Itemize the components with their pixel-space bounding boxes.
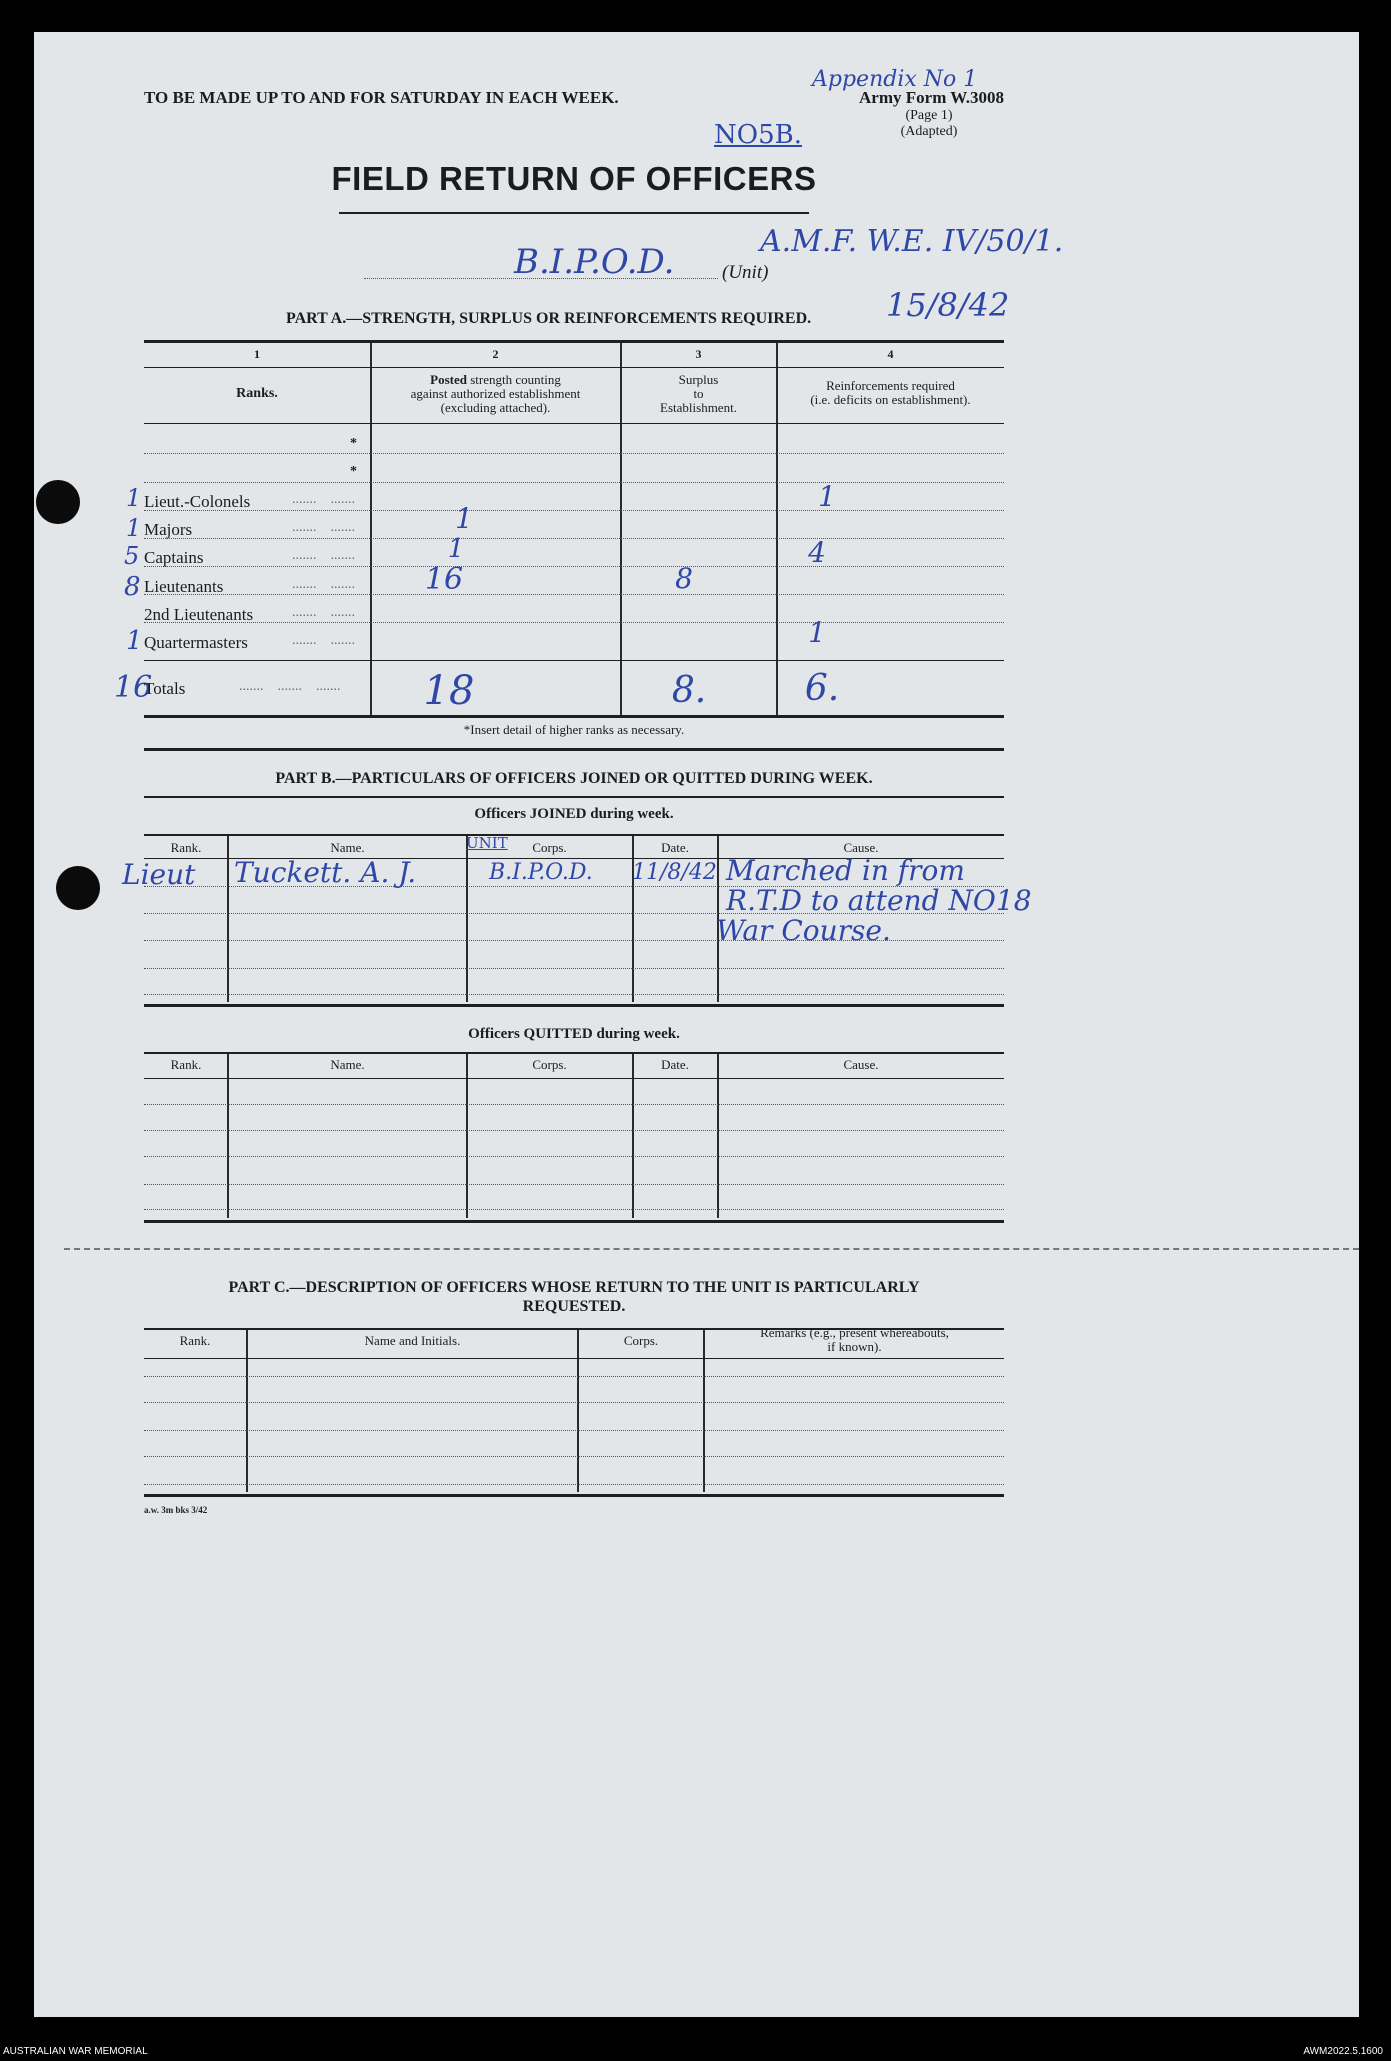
reinforcements-header: Reinforcements required (i.e. deficits on establishment).: [810, 378, 971, 407]
totals-margin-count: 16: [114, 670, 153, 705]
totals-reinforcements: 6.: [804, 668, 840, 709]
return-date-handwriting: 15/8/42: [886, 286, 1010, 324]
totals-label: Totals: [144, 679, 186, 698]
totals-top-rule: [144, 660, 1004, 661]
amf-reference-handwriting: A.M.F. W.E. IV/50/1.: [760, 224, 1064, 259]
joined-rank-handwriting: Lieut: [122, 858, 196, 891]
totals-leader: ....... ....... .......: [239, 679, 341, 694]
part-c-col-rank: Rank.: [179, 1333, 211, 1348]
joined-cause-line-1: Marched in from: [726, 854, 965, 887]
joined-row-line-4: [144, 968, 1004, 969]
joined-date-handwriting: 11/8/42: [632, 860, 717, 885]
totals-surplus: 8.: [671, 670, 707, 711]
punch-hole-top: [36, 480, 80, 524]
majors-posted: 1: [455, 502, 473, 535]
part-b-title-rule: [144, 796, 1004, 798]
quitted-title: Officers QUITTED during week.: [468, 1026, 680, 1042]
joined-title: Officers JOINED during week.: [474, 806, 674, 822]
form-sheet: [34, 32, 1359, 2017]
part-a-bottom-rule: [144, 715, 1004, 718]
captains-label: Captains: [144, 548, 204, 567]
lt-col-margin-count: 1: [126, 484, 142, 512]
joined-col-date: Date.: [661, 840, 689, 855]
part-c-row-line-2: [144, 1402, 1004, 1403]
part-c-title: PART C.—DESCRIPTION OF OFFICERS WHOSE RETURN TO THE UNIT IS PARTICULARLY REQUESTED.: [228, 1279, 920, 1315]
captains-leader: ....... .......: [292, 548, 355, 563]
captains-reinforcements: 4: [808, 536, 826, 569]
part-c-header-rule: [144, 1358, 1004, 1359]
quitted-col-name: Name.: [330, 1057, 365, 1072]
star-marker-2: *: [350, 464, 357, 479]
joined-bottom-rule: [144, 1004, 1004, 1007]
part-c-col-name: Name and Initials.: [364, 1333, 461, 1348]
part-c-row-line-3: [144, 1430, 1004, 1431]
joined-corps-note: UNIT: [466, 834, 508, 852]
row-line-majors: [144, 538, 1004, 539]
joined-cause-line-3: War Course.: [716, 914, 891, 947]
part-c-divider-3: [703, 1330, 705, 1492]
part-c-col-remarks: Remarks (e.g., present whereabouts, if known).: [760, 1325, 949, 1354]
col-number-1: 1: [254, 347, 260, 361]
lt-col-reinforcements: 1: [818, 480, 836, 513]
part-c-row-line-4: [144, 1456, 1004, 1457]
part-a-top-rule: [144, 340, 1004, 343]
blank-row-line-1: [144, 453, 1004, 454]
col-number-3: 3: [695, 347, 702, 361]
quitted-col-cause: Cause.: [843, 1057, 879, 1072]
lieutenants-leader: ....... .......: [292, 577, 355, 592]
part-c-col-corps: Corps.: [623, 1333, 659, 1348]
part-c-divider-1: [246, 1330, 248, 1492]
quitted-row-line-2: [144, 1130, 1004, 1131]
joined-divider-2: [466, 836, 468, 1002]
quartermasters-margin-count: 1: [126, 626, 143, 656]
header-bottom-rule: [144, 423, 1004, 424]
page-number: (Page 1): [905, 108, 953, 123]
joined-cause-line-2: R.T.D to attend NO18: [726, 884, 1032, 917]
quitted-row-line-3: [144, 1156, 1004, 1157]
surplus-header: Surplus to Establishment.: [660, 372, 737, 415]
joined-divider-1: [227, 836, 229, 1002]
army-form-number: Army Form W.3008: [859, 88, 1004, 107]
part-c-row-line-5: [144, 1484, 1004, 1485]
row-line-2nd-lts: [144, 622, 1004, 623]
part-a-footnote: *Insert detail of higher ranks as necessary.: [463, 722, 685, 737]
quitted-row-line-5: [144, 1209, 1004, 1210]
quartermasters-label: Quartermasters: [144, 633, 248, 652]
joined-col-name: Name.: [330, 840, 365, 855]
captains-posted: 1: [447, 534, 465, 564]
quartermasters-leader: ....... .......: [292, 633, 355, 648]
star-marker-1: *: [350, 436, 357, 451]
majors-margin-count: 1: [126, 514, 142, 542]
title-underline: [339, 212, 809, 214]
quitted-col-rank: Rank.: [170, 1057, 202, 1072]
part-b-title: PART B.—PARTICULARS OF OFFICERS JOINED OR QUITTED DURING WEEK.: [275, 770, 873, 787]
quitted-col-corps: Corps.: [532, 1057, 567, 1072]
ranks-header: Ranks.: [236, 386, 278, 401]
part-a-footnote-rule: [144, 748, 1004, 751]
form-title: FIELD RETURN OF OFFICERS: [331, 160, 817, 197]
lt-col-leader: ....... .......: [292, 492, 355, 507]
2nd-lieutenants-label: 2nd Lieutenants: [144, 605, 254, 624]
printer-imprint: a.w. 3m bks 3/42: [144, 1505, 208, 1515]
quitted-row-line-4: [144, 1184, 1004, 1185]
quitted-row-line-1: [144, 1104, 1004, 1105]
joined-top-rule: [144, 834, 1004, 836]
number-row-rule: [144, 367, 1004, 368]
majors-label: Majors: [144, 520, 193, 539]
joined-col-cause: Cause.: [843, 840, 879, 855]
quitted-bottom-rule: [144, 1220, 1004, 1223]
reference-handwriting: NO5B.: [714, 120, 802, 150]
lt-col-label: Lieut.-Colonels: [144, 492, 251, 511]
lieutenants-posted: 16: [424, 562, 464, 597]
2nd-lieutenants-leader: ....... .......: [292, 605, 355, 620]
lieutenants-surplus: 8: [675, 562, 693, 595]
archive-credit: AUSTRALIAN WAR MEMORIAL: [3, 2046, 148, 2057]
instruction-text: TO BE MADE UP TO AND FOR SATURDAY IN EACH WEEK.: [144, 88, 619, 107]
joined-col-rank: Rank.: [170, 840, 202, 855]
row-line-lieutenants: [144, 594, 1004, 595]
posted-header: Posted strength counting against authorized establishment (excluding attached).: [410, 372, 581, 415]
totals-posted: 18: [423, 668, 475, 714]
captains-margin-count: 5: [124, 542, 140, 570]
quartermasters-reinforcements: 1: [808, 616, 826, 649]
unit-handwriting: B.I.P.O.D.: [514, 242, 675, 282]
adapted-label: (Adapted): [900, 124, 958, 139]
joined-name-handwriting: Tuckett. A. J.: [234, 856, 417, 889]
archive-accession-number: AWM2022.5.1600: [1303, 2046, 1383, 2057]
row-line-captains: [144, 566, 1004, 567]
col-number-2: 2: [492, 347, 499, 361]
joined-corps-handwriting: B.I.P.O.D.: [489, 860, 593, 885]
quitted-col-date: Date.: [661, 1057, 689, 1072]
lieutenants-label: Lieutenants: [144, 577, 224, 596]
part-c-row-line-1: [144, 1376, 1004, 1377]
lieutenants-margin-count: 8: [124, 572, 141, 602]
quitted-header-rule: [144, 1078, 1004, 1079]
joined-row-line-5: [144, 994, 1004, 995]
joined-col-corps: Corps.: [532, 840, 567, 855]
part-c-bottom-rule: [144, 1494, 1004, 1497]
majors-leader: ....... .......: [292, 520, 355, 535]
part-c-divider-2: [577, 1330, 579, 1492]
quitted-top-rule: [144, 1052, 1004, 1054]
perforation-line: [64, 1248, 1359, 1250]
unit-label: (Unit): [722, 262, 769, 283]
punch-hole-bottom: [56, 866, 100, 910]
part-a-title: PART A.—STRENGTH, SURPLUS OR REINFORCEMENTS REQUIRED.: [286, 310, 812, 327]
col-number-4: 4: [887, 347, 894, 361]
appendix-handwriting: Appendix No 1: [812, 67, 978, 92]
